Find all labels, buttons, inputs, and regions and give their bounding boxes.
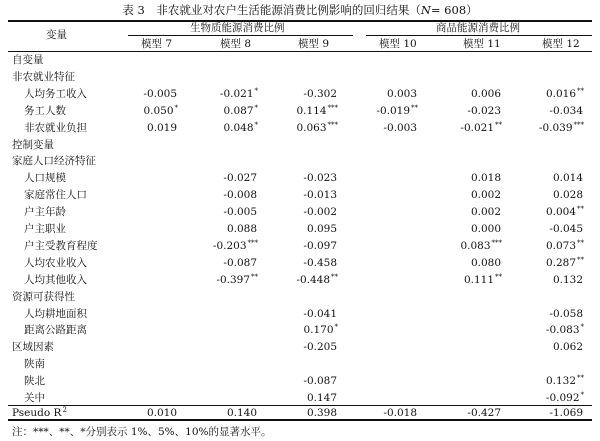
cell-value: 0.004 [545, 206, 576, 219]
table-cell [202, 406, 258, 421]
table-cell [528, 406, 584, 421]
significance-stars: * [334, 323, 338, 332]
table-caption [0, 2, 600, 18]
table-cell [282, 171, 338, 186]
cell-value: -0.008 [223, 189, 257, 202]
cell-value: -0.013 [303, 189, 337, 202]
row-group-label: 非农就业特征 [12, 70, 75, 83]
header-model-10: 模型 10 [379, 38, 417, 50]
row-label: 距离公路距离 [24, 324, 87, 337]
table-cell [282, 239, 338, 254]
table-cell [122, 104, 178, 119]
cell-value: 0.287 [545, 256, 576, 269]
table-cell [528, 323, 584, 338]
significance-stars: ** [495, 120, 502, 129]
significance-stars: ** [331, 272, 338, 281]
table-cell [282, 323, 338, 338]
header-model-7: 模型 7 [141, 38, 173, 50]
cell-value: -0.005 [223, 206, 257, 219]
row-label: 人均耕地面积 [24, 307, 87, 320]
significance-stars: ** [411, 103, 418, 112]
cell-value: 0.028 [552, 189, 583, 202]
table-cell [282, 307, 338, 322]
table-cell [528, 239, 584, 254]
table-cell [446, 171, 502, 186]
cell-value: 0.062 [552, 341, 583, 354]
significance-stars: *** [327, 120, 338, 129]
significance-stars: * [580, 391, 584, 399]
cell-value: 0.048 [223, 121, 254, 134]
cell-value: -0.041 [303, 307, 337, 320]
table-cell [528, 171, 584, 186]
table-cell [282, 87, 338, 102]
cell-value: 0.083 [460, 239, 491, 252]
pseudo-label [12, 406, 67, 421]
header-model-8: 模型 8 [220, 38, 252, 50]
cell-value: 0.050 [143, 104, 174, 117]
table-cell [202, 104, 258, 119]
significance-stars: * [580, 323, 584, 332]
table-cell [446, 239, 502, 254]
cell-value: 0.398 [306, 407, 337, 419]
cell-value: -0.087 [223, 256, 257, 269]
table-cell [282, 188, 338, 203]
table-cell [446, 256, 502, 271]
table-cell [528, 391, 584, 406]
cell-value: -0.018 [383, 407, 417, 419]
header-model-11: 模型 11 [463, 38, 501, 50]
row-group-label: 控制变量 [12, 138, 54, 151]
cell-value: 0.002 [470, 206, 501, 219]
table-cell [282, 205, 338, 220]
significance-stars: ** [577, 86, 584, 95]
table-cell [202, 239, 258, 254]
significance-stars: * [174, 103, 178, 112]
row-label: 人均其他收入 [24, 273, 87, 286]
cell-value: 0.014 [552, 172, 583, 185]
table-cell [528, 104, 584, 119]
significance-stars: ** [577, 255, 584, 264]
table-cell [362, 87, 418, 102]
cell-value: 0.114 [296, 104, 327, 117]
row-label: 人口规模 [24, 172, 66, 185]
table-cell [122, 87, 178, 102]
table-cell [282, 273, 338, 288]
cell-value: 0.132 [552, 273, 583, 286]
cell-value: -0.458 [303, 256, 337, 269]
cell-value: 0.147 [306, 392, 337, 404]
cell-value: -0.034 [549, 104, 583, 117]
cell-value: -0.083 [545, 324, 580, 337]
cell-value: -0.427 [467, 407, 501, 419]
row-label: 陕南 [24, 358, 45, 371]
cell-value: 0.132 [545, 375, 576, 388]
table-cell [528, 121, 584, 136]
cell-value: 0.095 [306, 223, 337, 235]
cell-value: 0.010 [146, 407, 177, 419]
significance-stars: ** [577, 238, 584, 247]
table-cell [282, 391, 338, 406]
table-cell [362, 121, 418, 136]
significance-stars: *** [327, 103, 338, 112]
table-cell [362, 406, 418, 421]
row-label: 户主受教育程度 [24, 239, 98, 252]
row-label: 非农就业负担 [24, 121, 87, 134]
cell-value: 0.002 [470, 189, 501, 202]
significance-stars: ** [577, 205, 584, 214]
table-cell [528, 205, 584, 220]
table-cell [202, 171, 258, 186]
cell-value: -0.023 [303, 172, 337, 185]
cell-value: 0.018 [470, 172, 501, 185]
header-model-12: 模型 12 [542, 38, 580, 50]
table-cell [122, 121, 178, 136]
significance-stars: *** [491, 238, 502, 247]
cell-value: -0.397 [216, 273, 250, 286]
table-cell [202, 205, 258, 220]
row-label: 家庭常住人口 [24, 189, 87, 202]
header-group-com: 商品能源消费比例 [436, 22, 520, 34]
significance-stars: ** [251, 272, 258, 281]
cell-value: 0.087 [223, 104, 254, 117]
table-cell [528, 307, 584, 322]
cell-value: -0.302 [303, 87, 337, 100]
table-cell [282, 374, 338, 389]
row-label: 户主年龄 [24, 206, 66, 219]
cell-value: -0.021 [460, 121, 494, 134]
significance-stars: * [254, 86, 258, 95]
table-cell [528, 222, 584, 237]
header-group-bio: 生物质能源消费比例 [190, 22, 285, 34]
header-variable: 变量 [46, 29, 67, 41]
row-group-label: 自变量 [12, 54, 44, 66]
table-cell [528, 374, 584, 389]
cell-value: -0.019 [376, 104, 410, 117]
table-cell [202, 273, 258, 288]
cell-value: -0.097 [303, 239, 337, 252]
table-cell [446, 222, 502, 237]
cell-value: 0.111 [463, 273, 494, 286]
cell-value: 0.063 [296, 121, 327, 134]
caption-n: N [420, 3, 431, 17]
cell-value: 0.000 [470, 223, 501, 235]
table-cell [282, 256, 338, 271]
row-group-label: 家庭人口经济特征 [12, 155, 96, 168]
table-cell [202, 188, 258, 203]
table-cell [282, 121, 338, 136]
cell-value: -0.027 [223, 172, 257, 185]
significance-stars: *** [573, 120, 584, 129]
row-label: 人均务工收入 [24, 87, 87, 100]
cell-value: -0.087 [303, 375, 337, 388]
cell-value: 0.006 [470, 87, 501, 100]
cell-value: 0.019 [146, 121, 177, 134]
table-cell [202, 87, 258, 102]
table-cell [446, 406, 502, 421]
cell-value: -0.021 [219, 87, 254, 100]
regression-table [0, 20, 600, 420]
header-model-9: 模型 9 [298, 38, 330, 50]
caption-suffix: = 608） [430, 3, 478, 17]
table-cell [362, 104, 418, 119]
cell-value: -0.205 [303, 341, 337, 354]
significance-stars: ** [577, 374, 584, 383]
row-label: 人均农业收入 [24, 256, 87, 269]
cell-value: -0.005 [143, 87, 177, 100]
table-cell [122, 406, 178, 421]
cell-value: -0.092 [545, 392, 580, 404]
table-cell [528, 87, 584, 102]
cell-value: 0.073 [545, 239, 576, 252]
row-group-label: 资源可获得性 [12, 290, 75, 303]
table-cell [528, 188, 584, 203]
row-label: 务工人数 [24, 104, 66, 117]
table-cell [446, 188, 502, 203]
table-cell [446, 273, 502, 288]
row-label: 户主职业 [24, 223, 66, 235]
table-cell [528, 340, 584, 355]
cell-value: 0.080 [470, 256, 501, 269]
significance-stars: *** [247, 238, 258, 247]
cell-value: 0.140 [226, 407, 257, 419]
cell-value: -0.039 [538, 121, 573, 134]
cell-value: 0.003 [386, 87, 417, 100]
cell-value: -0.002 [303, 206, 337, 219]
table-cell [446, 121, 502, 136]
row-label: 关中 [24, 392, 45, 404]
table-cell [202, 121, 258, 136]
table-note: 注：***、**、*分别表示 1%、5%、10%的显著水平。 [12, 426, 272, 438]
row-label: 陕北 [24, 375, 45, 388]
table-cell [282, 104, 338, 119]
table-cell [446, 87, 502, 102]
pseudo-label-sup: 2 [62, 406, 67, 414]
caption-prefix: 表 3 非农就业对农户生活能源消费比例影响的回归结果（ [122, 3, 421, 17]
significance-stars: * [254, 103, 258, 112]
pseudo-label-text: Pseudo R [12, 407, 62, 419]
significance-stars: * [254, 120, 258, 129]
cell-value: -0.058 [549, 307, 583, 320]
table-cell [202, 256, 258, 271]
cell-value: -1.069 [549, 407, 583, 419]
table-cell [528, 256, 584, 271]
table-cell [202, 222, 258, 237]
cell-value: 0.016 [545, 87, 576, 100]
table-cell [282, 406, 338, 421]
cell-value: -0.003 [383, 121, 417, 134]
table-cell [528, 273, 584, 288]
significance-stars: ** [495, 272, 502, 281]
cell-value: 0.170 [303, 324, 334, 337]
cell-value: -0.023 [467, 104, 501, 117]
table-cell [282, 340, 338, 355]
cell-value: -0.203 [212, 239, 247, 252]
cell-value: -0.448 [296, 273, 330, 286]
cell-value: -0.045 [549, 223, 583, 235]
cell-value: 0.088 [226, 223, 257, 235]
table-cell [446, 205, 502, 220]
table-cell [446, 104, 502, 119]
table-cell [282, 222, 338, 237]
row-group-label: 区域因素 [12, 341, 54, 354]
